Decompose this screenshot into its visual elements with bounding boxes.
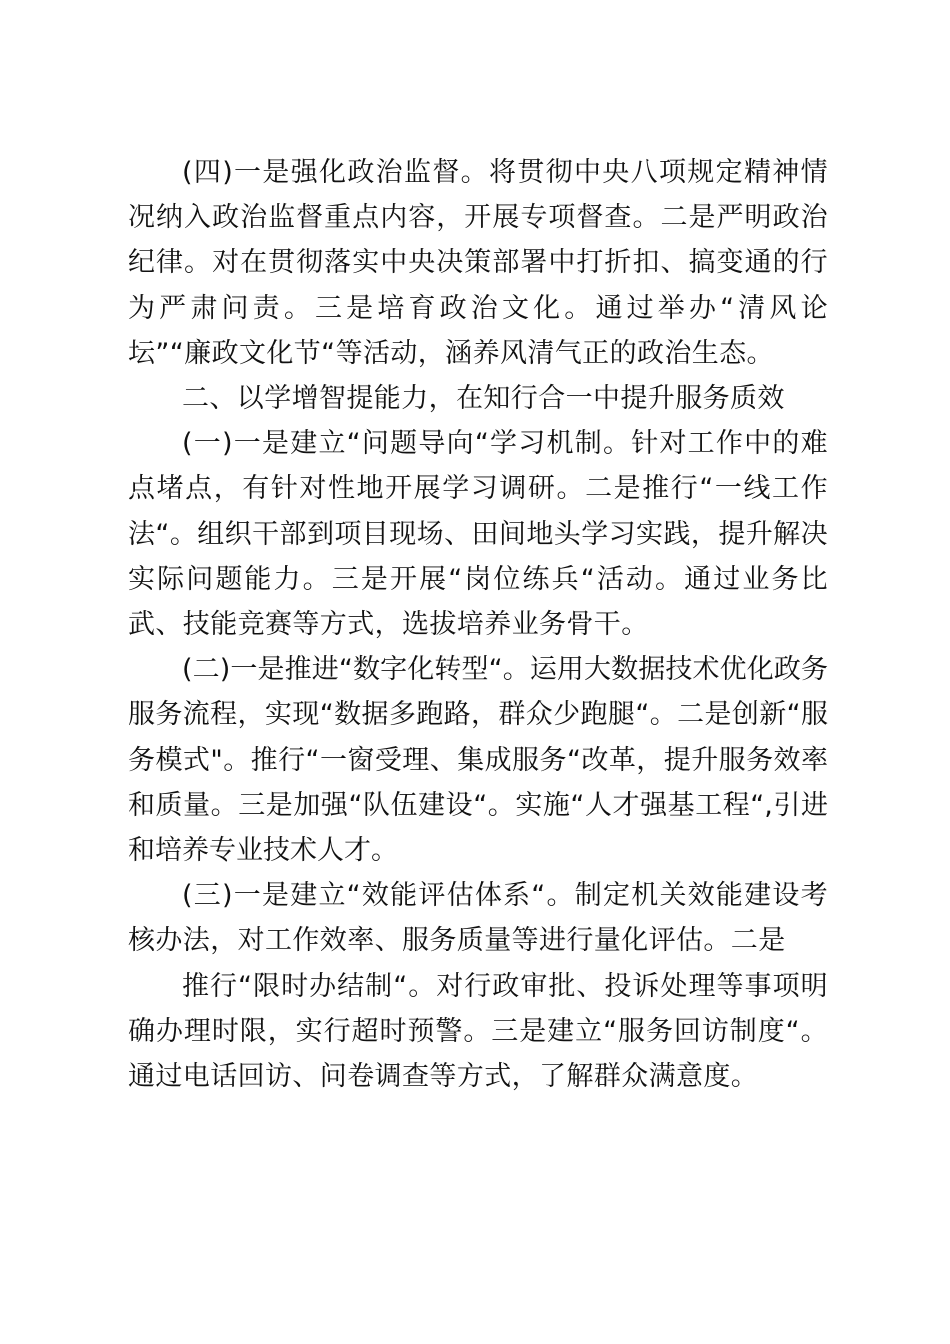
document-body: [128, 150, 828, 1099]
section-heading-2: 二、以学增智提能力，在知行合一中提升服务质效: [182, 383, 785, 415]
paragraph-digital-transformation: (二)一是推进“数字化转型“。运用大数据技术优化政务服务流程，实现“数据多跑路，群众少跑腿“。二是创新“服务模式"。推行“一窗受理、集成服务“改革，提升服务效率和质量。三是加强“队伍建设“。实施“人才强基工程“,引进和培养专业技术人才。: [128, 654, 828, 867]
paragraph-efficiency-evaluation: (三)一是建立“效能评估体系“。制定机关效能建设考核办法，对工作效率、服务质量等进行量化评估。二是: [128, 880, 828, 957]
paragraph-political-supervision: (四)一是强化政治监督。将贯彻中央八项规定精神情况纳入政治监督重点内容，开展专项督查。二是严明政治纪律。对在贯彻落实中央决策部署中打折扣、搞变通的行为严肃问责。三是培育政治文化。通过举办“清风论坛”“廉政文化节“等活动，涵养风清气正的政治生态。: [128, 157, 828, 369]
paragraph-time-limit-system: 推行“限时办结制“。对行政审批、投诉处理等事项明确办理时限，实行超时预警。三是建立“服务回访制度“。通过电话回访、问卷调查等方式，了解群众满意度。: [128, 970, 828, 1093]
paragraph-learning-mechanism: (一)一是建立“问题导向“学习机制。针对工作中的难点堵点，有针对性地开展学习调研。二是推行“一线工作法“。组织干部到项目现场、田间地头学习实践，提升解决实际问题能力。三是开展“岗位练兵“活动。通过业务比武、技能竞赛等方式，选拔培养业务骨干。: [128, 428, 828, 641]
